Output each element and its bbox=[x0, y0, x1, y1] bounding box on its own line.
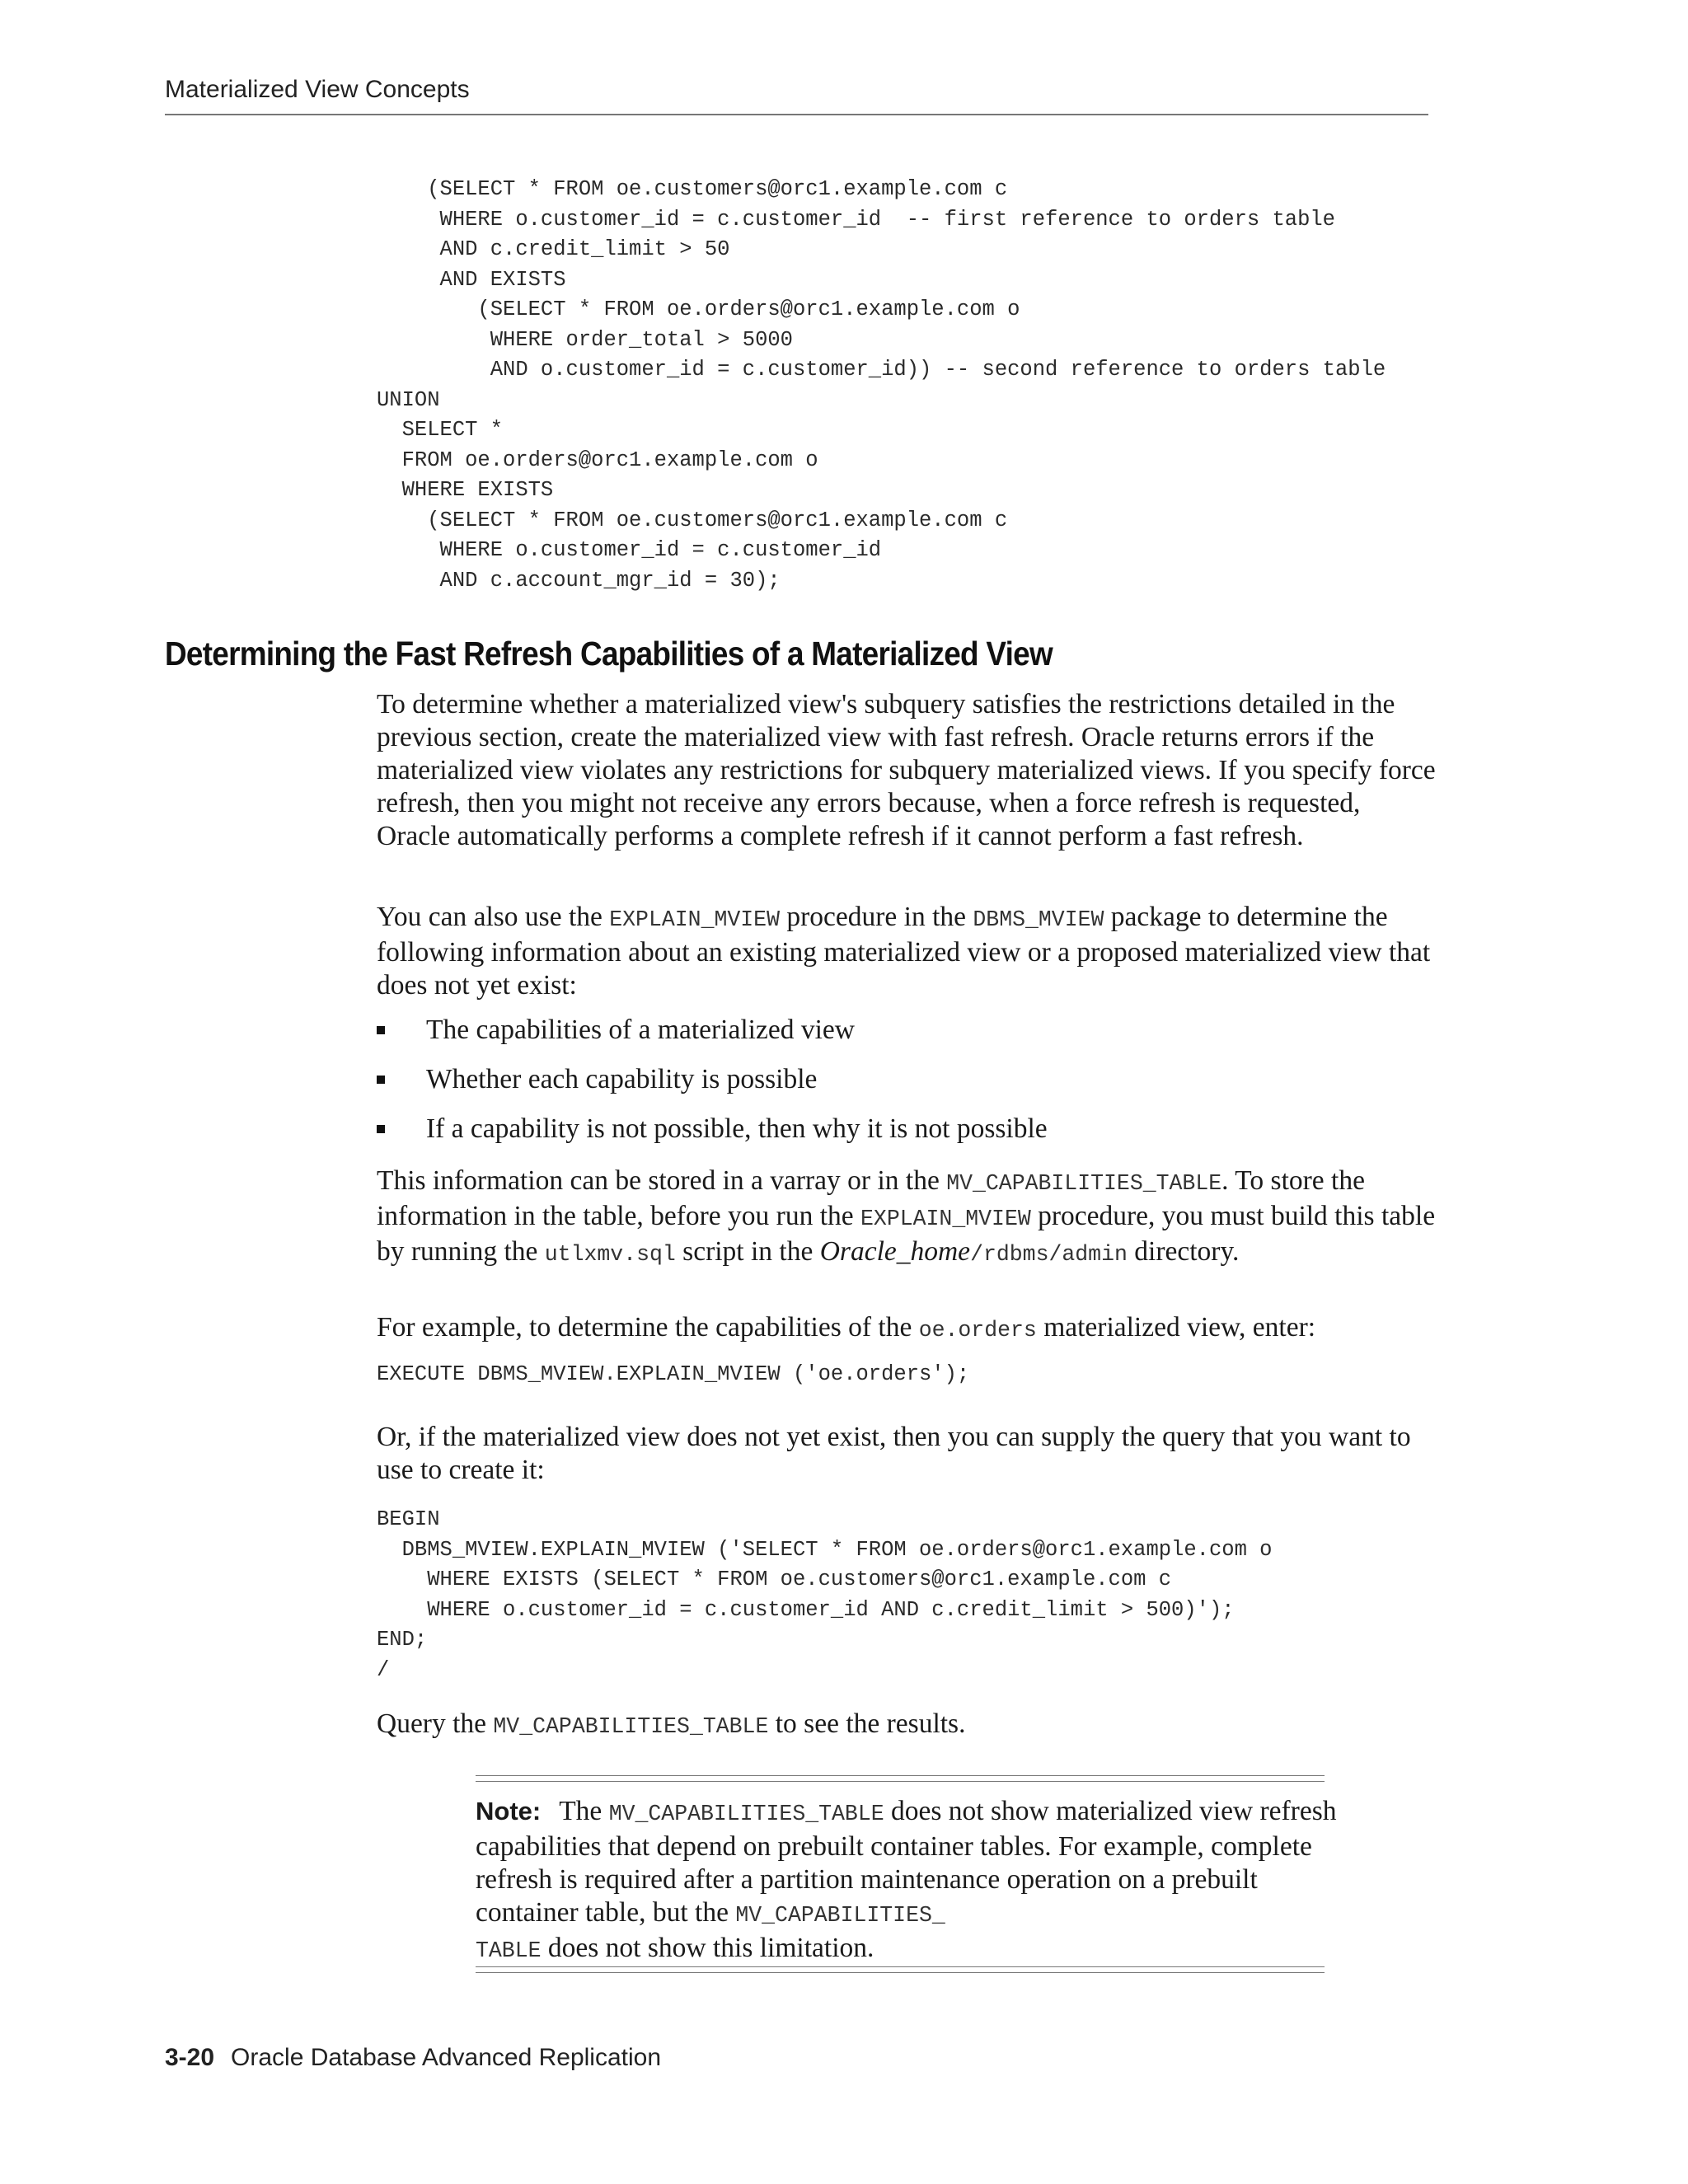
inline-code: oe.orders bbox=[918, 1318, 1037, 1343]
code-line: WHERE order_total > 5000 bbox=[377, 327, 793, 352]
note-bottom-rule bbox=[476, 1966, 1325, 1973]
code-line: UNION bbox=[377, 387, 440, 412]
code-line: / bbox=[377, 1657, 390, 1682]
code-line: AND o.customer_id = c.customer_id)) -- second reference to orders table bbox=[377, 358, 1386, 382]
code-line: (SELECT * FROM oe.customers@orc1.example.com c bbox=[377, 508, 1008, 532]
code-line: WHERE EXISTS bbox=[377, 478, 554, 502]
capability-bullet-list bbox=[377, 1014, 1048, 1162]
inline-code: TABLE bbox=[476, 1938, 542, 1963]
list-item: If a capability is not possible, then why it is not possible bbox=[377, 1113, 1048, 1162]
note-label: Note: bbox=[476, 1797, 542, 1825]
inline-code: MV_CAPABILITIES_TABLE bbox=[946, 1171, 1222, 1196]
code-line: AND EXISTS bbox=[377, 267, 566, 292]
paragraph-intro: To determine whether a materialized view's subquery satisfies the restrictions detailed in the previous section, create the materialized view with fast refresh. Oracle returns errors if the materialized view violates any restrictions for subquery materialized views. If you specify force refresh, then you might not receive any errors because, when a force refresh is requested, Oracle automatically performs a complete refresh if it cannot perform a fast refresh. bbox=[377, 689, 1436, 851]
code-line: AND c.credit_limit > 50 bbox=[377, 237, 730, 261]
bullet-square-icon bbox=[377, 1026, 385, 1034]
note-box bbox=[476, 1795, 1349, 1967]
paragraph-example: For example, to determine the capabilities of the oe.orders materialized view, enter: bbox=[377, 1312, 1316, 1343]
code-block-top bbox=[377, 175, 1386, 596]
section-title: Determining the Fast Refresh Capabilities of a Materialized View bbox=[165, 635, 1053, 673]
inline-code: DBMS_MVIEW bbox=[973, 907, 1104, 932]
page-number: 3-20 bbox=[165, 2044, 215, 2071]
inline-code: MV_CAPABILITIES_TABLE bbox=[493, 1714, 769, 1739]
paragraph-mv-capabilities-table: This information can be stored in a varray or in the MV_CAPABILITIES_TABLE. To store the information in the table, before you run the EXPLAIN_MVIEW procedure, you must build this table by running the utlxmv.sql script in the Oracle_home/rdbms/admin directory. bbox=[377, 1165, 1436, 1267]
code-line: AND c.account_mgr_id = 30); bbox=[377, 568, 781, 593]
note-top-rule bbox=[476, 1775, 1325, 1782]
bullet-square-icon bbox=[377, 1125, 385, 1133]
code-line: WHERE o.customer_id = c.customer_id bbox=[377, 538, 882, 562]
book-title: Oracle Database Advanced Replication bbox=[231, 2044, 662, 2071]
paragraph-query-results: Query the MV_CAPABILITIES_TABLE to see the results. bbox=[377, 1708, 966, 1739]
inline-code: EXPLAIN_MVIEW bbox=[860, 1207, 1031, 1231]
inline-code: /rdbms/admin bbox=[970, 1242, 1128, 1267]
inline-code: EXPLAIN_MVIEW bbox=[609, 907, 780, 932]
paragraph-explain-mview: You can also use the EXPLAIN_MVIEW procedure in the DBMS_MVIEW package to determine the following information about an existing materialized view or a proposed materialized view that does not yet exist: bbox=[377, 902, 1431, 1001]
code-line: (SELECT * FROM oe.customers@orc1.example.com c bbox=[377, 177, 1008, 201]
inline-code: MV_CAPABILITIES_ bbox=[735, 1903, 945, 1928]
code-block-begin-end bbox=[377, 1505, 1272, 1685]
list-item: Whether each capability is possible bbox=[377, 1063, 1048, 1113]
code-line: WHERE o.customer_id = c.customer_id AND c.credit_limit > 500)'); bbox=[377, 1597, 1235, 1622]
page-footer bbox=[165, 2044, 661, 2072]
code-line: WHERE EXISTS (SELECT * FROM oe.customers@orc1.example.com c bbox=[377, 1568, 1172, 1591]
list-item: The capabilities of a materialized view bbox=[377, 1014, 1048, 1063]
code-line: FROM oe.orders@orc1.example.com o bbox=[377, 448, 818, 472]
inline-code: utlxmv.sql bbox=[544, 1242, 676, 1267]
code-line: END; bbox=[377, 1628, 428, 1652]
code-line: SELECT * bbox=[377, 418, 504, 442]
code-line: DBMS_MVIEW.EXPLAIN_MVIEW ('SELECT * FROM oe.orders@orc1.example.com o bbox=[377, 1537, 1273, 1562]
inline-code: MV_CAPABILITIES_TABLE bbox=[608, 1802, 884, 1826]
code-line: (SELECT * FROM oe.orders@orc1.example.com o bbox=[377, 298, 1020, 321]
code-block-execute: EXECUTE DBMS_MVIEW.EXPLAIN_MVIEW ('oe.orders'); bbox=[377, 1362, 970, 1386]
running-header: Materialized View Concepts bbox=[165, 76, 470, 103]
paragraph-alternative: Or, if the materialized view does not yet exist, then you can supply the query that you want to use to create it: bbox=[377, 1422, 1411, 1485]
header-rule bbox=[165, 114, 1428, 115]
italic-text: Oracle_home bbox=[819, 1236, 971, 1267]
note-text: Note: The MV_CAPABILITIES_TABLE does not show materialized view refresh capabilities that depend on prebuilt container tables. For example, complete refresh is required after a partition maintenance operation on a prebuilt container table, but the MV_CAPABILITIES_ TABLE does not show this limitation. bbox=[476, 1796, 1337, 1963]
code-line: WHERE o.customer_id = c.customer_id -- first reference to orders table bbox=[377, 207, 1335, 232]
code-line: BEGIN bbox=[377, 1507, 440, 1531]
bullet-square-icon bbox=[377, 1076, 385, 1084]
